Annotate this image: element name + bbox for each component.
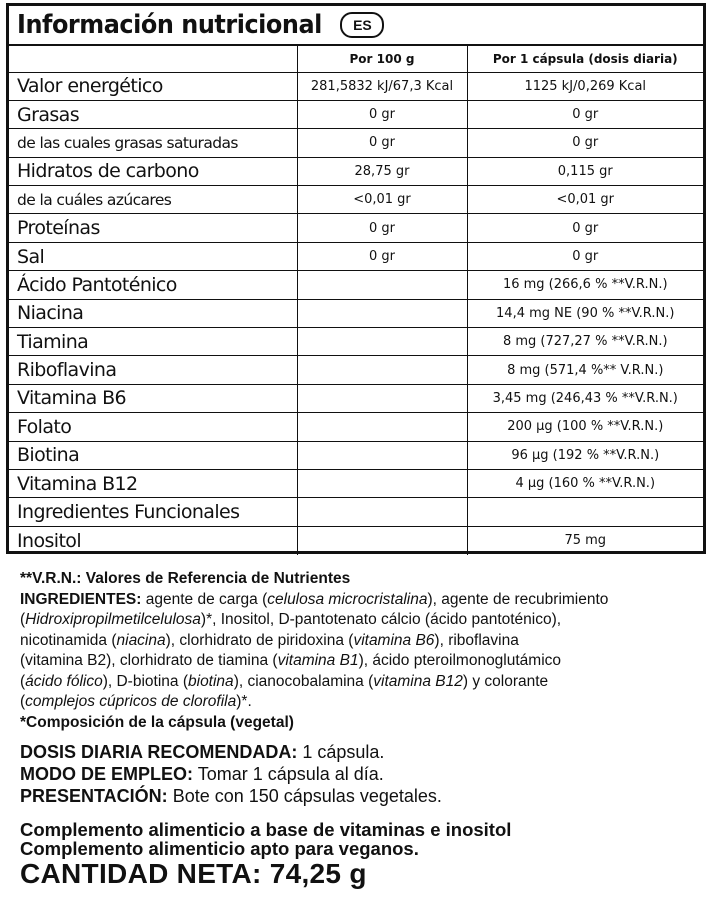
value-per-capsule: 14,4 mg NE (90 % **V.R.N.) bbox=[467, 299, 703, 327]
table-row bbox=[9, 526, 703, 554]
complement-line-2: Complemento alimenticio apto para veganos. bbox=[20, 838, 419, 859]
table-row bbox=[9, 271, 703, 299]
table-row bbox=[9, 186, 703, 214]
value-per-capsule bbox=[467, 498, 703, 526]
table-body bbox=[9, 72, 703, 555]
usage-mode: MODO DE EMPLEO: Tomar 1 cápsula al día. bbox=[20, 764, 384, 784]
ingredients-line: INGREDIENTES: agente de carga (celulosa microcristalina), agente de recubrimiento bbox=[20, 590, 609, 608]
value-per-100g: 0 gr bbox=[297, 214, 467, 242]
nutrient-name: Tiamina bbox=[9, 328, 297, 356]
nutrient-name: Ingredientes Funcionales bbox=[9, 498, 297, 526]
ingredients-line: nicotinamida (niacina), clorhidrato de piridoxina (vitamina B6), riboflavina bbox=[20, 631, 519, 649]
table-row bbox=[9, 356, 703, 384]
table-row bbox=[9, 214, 703, 242]
nutrient-name: Folato bbox=[9, 413, 297, 441]
value-per-capsule: 75 mg bbox=[564, 533, 607, 549]
table-row bbox=[9, 413, 703, 441]
nutrient-name: Proteínas bbox=[9, 214, 297, 242]
value-per-100g: 0 gr bbox=[297, 242, 467, 270]
nutrient-name: Inositol bbox=[9, 526, 297, 554]
complement-statements bbox=[20, 820, 511, 858]
value-per-capsule: 96 µg (192 % **V.R.N.) bbox=[467, 441, 703, 469]
value-per-100g bbox=[297, 469, 467, 497]
nutrient-name: Niacina bbox=[9, 299, 297, 327]
value-per-100g: 28,75 gr bbox=[297, 157, 467, 185]
table-row bbox=[9, 441, 703, 469]
ingredients-notes bbox=[20, 569, 710, 733]
nutrient-name: Vitamina B12 bbox=[9, 469, 297, 497]
nutrient-name: Sal bbox=[9, 242, 297, 270]
value-per-100g bbox=[297, 441, 467, 469]
value-per-capsule: 16 mg (266,6 % **V.R.N.) bbox=[467, 271, 703, 299]
ingredients-line: (ácido fólico), D-biotina (biotina), cianocobalamina (vitamina B12) y colorante bbox=[20, 672, 549, 690]
ingredients-line: (complejos cúpricos de clorofila)*. bbox=[20, 693, 252, 710]
value-per-capsule: 200 µg (100 % **V.R.N.) bbox=[467, 413, 703, 441]
table-row bbox=[9, 498, 703, 526]
value-per-100g bbox=[297, 384, 467, 412]
nutrient-name: Grasas bbox=[9, 100, 297, 128]
table-row bbox=[9, 157, 703, 185]
value-per-capsule: 0,115 gr bbox=[467, 157, 703, 185]
header-per-100g: Por 100 g bbox=[297, 46, 467, 72]
table-row bbox=[9, 299, 703, 327]
ingredients-line: (Hidroxipropilmetilcelulosa)*, Inositol, D-pantotenato cálcio (ácido pantoténico), bbox=[20, 611, 562, 628]
nutrient-name: Vitamina B6 bbox=[9, 384, 297, 412]
header-empty-cell bbox=[9, 46, 297, 72]
table-row bbox=[9, 242, 703, 270]
value-per-capsule: 0 gr bbox=[467, 129, 703, 157]
nutrient-name: de la cuáles azúcares bbox=[9, 186, 297, 214]
nutrition-facts-panel bbox=[6, 3, 706, 554]
value-per-capsule: 3,45 mg (246,43 % **V.R.N.) bbox=[467, 384, 703, 412]
value-per-capsule: 4 µg (160 % **V.R.N.) bbox=[467, 469, 703, 497]
value-per-capsule: <0,01 gr bbox=[467, 186, 703, 214]
nutrient-name: Hidratos de carbono bbox=[9, 157, 297, 185]
value-per-100g bbox=[297, 328, 467, 356]
value-per-100g bbox=[297, 526, 467, 554]
table-row bbox=[9, 72, 703, 100]
value-per-capsule: 0 gr bbox=[467, 100, 703, 128]
value-per-100g bbox=[297, 356, 467, 384]
nutrient-name: Biotina bbox=[9, 441, 297, 469]
ingredients-label: INGREDIENTES: bbox=[20, 590, 142, 608]
nutrient-name: Valor energético bbox=[9, 72, 297, 100]
title-row bbox=[9, 6, 703, 46]
presentation: PRESENTACIÓN: Bote con 150 cápsulas vegetales. bbox=[20, 786, 442, 806]
table-row bbox=[9, 384, 703, 412]
nutrition-table bbox=[9, 46, 703, 555]
table-row bbox=[9, 328, 703, 356]
table-row bbox=[9, 129, 703, 157]
value-per-capsule: 1125 kJ/0,269 Kcal bbox=[467, 72, 703, 100]
capsule-note: *Composición de la cápsula (vegetal) bbox=[20, 713, 294, 731]
daily-dose: DOSIS DIARIA RECOMENDADA: 1 cápsula. bbox=[20, 742, 385, 762]
language-badge: ES bbox=[340, 12, 384, 38]
value-per-100g bbox=[297, 413, 467, 441]
vrn-note: **V.R.N.: Valores de Referencia de Nutrientes bbox=[20, 570, 351, 587]
panel-title: Información nutricional bbox=[17, 10, 322, 40]
table-row bbox=[9, 469, 703, 497]
dosage-info bbox=[20, 741, 442, 807]
value-per-100g: 281,5832 kJ/67,3 Kcal bbox=[297, 72, 467, 100]
nutrient-name: Riboflavina bbox=[9, 356, 297, 384]
value-per-100g: 0 gr bbox=[297, 129, 467, 157]
nutrient-name: de las cuales grasas saturadas bbox=[9, 129, 297, 157]
value-per-100g: 0 gr bbox=[297, 100, 467, 128]
ingredients-line: (vitamina B2), clorhidrato de tiamina (vitamina B1), ácido pteroilmonoglutámico bbox=[20, 652, 562, 669]
value-per-capsule: 8 mg (571,4 %** V.R.N.) bbox=[467, 356, 703, 384]
net-quantity: CANTIDAD NETA: 74,25 g bbox=[20, 858, 367, 889]
value-per-capsule: 8 mg (727,27 % **V.R.N.) bbox=[467, 328, 703, 356]
value-per-capsule: 0 gr bbox=[467, 242, 703, 270]
nutrient-name: Ácido Pantoténico bbox=[9, 271, 297, 299]
table-row bbox=[9, 100, 703, 128]
header-per-capsule: Por 1 cápsula (dosis diaria) bbox=[467, 46, 703, 72]
value-per-100g bbox=[297, 299, 467, 327]
value-per-capsule: 0 gr bbox=[467, 214, 703, 242]
table-header-row bbox=[9, 46, 703, 72]
value-per-100g bbox=[297, 271, 467, 299]
value-per-100g: <0,01 gr bbox=[297, 186, 467, 214]
complement-line-1: Complemento alimenticio a base de vitaminas e inositol bbox=[20, 819, 512, 840]
value-per-100g bbox=[297, 498, 467, 526]
